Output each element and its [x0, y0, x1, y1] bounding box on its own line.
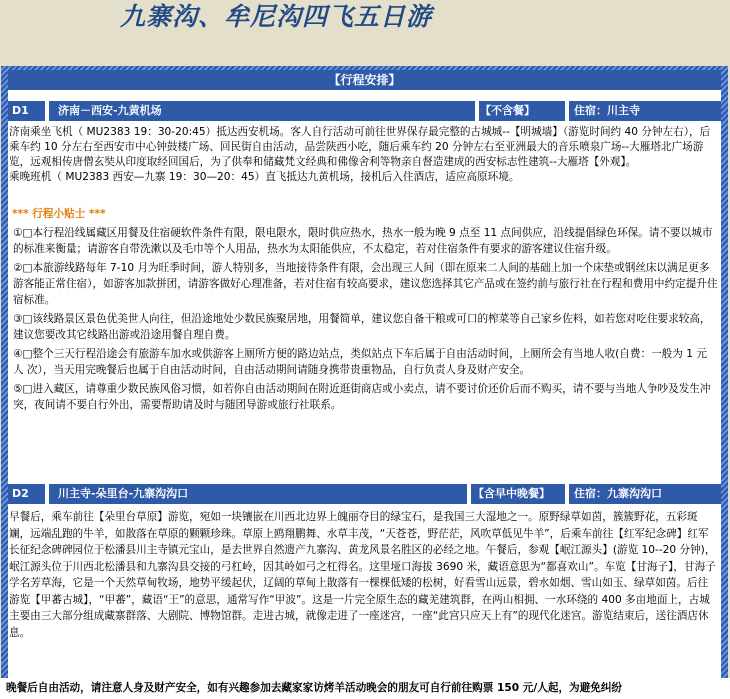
schedule-header: 【行程安排】 — [8, 70, 721, 90]
day2-description — [9, 509, 718, 641]
day2-number: D2 — [12, 487, 29, 500]
day1-desc-text: 济南乘坐飞机（ MU2383 19：30-20:45）抵达西安机场。客人自行活动可前往世界保存最完整的古城城--【明城墙】（游览时间约 40 分钟左右），后乘车约 10 分左右至西安市中心钟鼓楼广场、回民街自由活动，品尝陕西小吃，随后乘车约 20 分钟左右至亚洲最大的音乐喷泉广场--大雁塔北广场游览，远观相传唐僧玄奘从印度取经回国后，为了供奉和储藏梵文经典和佛像舍利等物亲自督造建成的西安标志性建筑--大雁塔【外观】。 — [9, 126, 711, 168]
day2-bar — [8, 484, 721, 504]
day2-meal: 【含早中晚餐】 — [473, 487, 550, 500]
day2-lodging: 住宿：九寨沟沟口 — [574, 487, 662, 500]
day1-bar — [8, 101, 721, 121]
divider — [565, 484, 569, 504]
day1-lodging: 住宿：川主寺 — [574, 104, 640, 117]
day2-panel — [8, 484, 721, 699]
day2-route: 川主寺-朵里台-九寨沟沟口 — [58, 487, 189, 500]
divider — [467, 484, 471, 504]
day2-evening-note: 晚餐后自由活动，请注意人身及财产安全，如有兴趣参加去藏家家访烤羊活动晚会的朋友可自行前往购票 150 元/人起，为避免纠纷 — [0, 678, 730, 699]
note-2: ②□本旅游线路每年 7-10 月为旺季时间，游人特别多，当地接待条件有限，会出现三人间（即在原来二人间的基础上加一个床垫或钢丝床以满足更多游客能正常住宿），如游客加款拼团，请游客做好心理准备，若对住宿有较高要求，建议您选择其它产品或在签约前与旅行社在行程和费用中约定提升住宿标准。 — [13, 262, 718, 306]
itinerary-frame — [1, 66, 728, 699]
note-4: ④□整个三天行程沿途会有旅游车加水或供游客上厕所方便的路边站点，类似站点下车后属于自由活动时间，上厕所会有当地人收(自费：一般为 1 元 人 次），当天用完晚餐后也属于自由活动时间，自由活动期间请随身携带贵重物品，自行负责人身及财产安全。 — [13, 348, 707, 376]
page-title: 九寨沟、牟尼沟四飞五日游 — [120, 2, 433, 31]
note-1: ①□本行程沿线属藏区用餐及住宿硬软件条件有限，限电限水，限时供应热水，热水一般为晚 9 点至 11 点间供应，沿线提倡绿色环保。请不要以城市的标准来衡量；请游客自带洗漱以及毛巾等个人用品，热水为太阳能供应，不太稳定，若对住宿条件有要求的游客建议住宿升级。 — [13, 227, 713, 255]
note-3: ③□该线路景区景色优美世人向往，但沿途地处少数民族聚居地，用餐简单，建议您自备干粮或可口的榨菜等自己家乡佐料，如若您对吃住要求较高，建议您要改其它线路出游或沿途用餐自理自费。 — [13, 313, 711, 341]
tips-notes — [13, 225, 718, 416]
tips-title: *** 行程小贴士 *** — [12, 208, 106, 220]
day1-meal: 【不含餐】 — [480, 104, 535, 117]
divider — [565, 101, 569, 121]
divider — [475, 101, 479, 121]
divider — [45, 484, 49, 504]
note-5: ⑤□进入藏区，请尊重少数民族风俗习惯，如若你自由活动期间在附近逛街商店或小卖点，请不要讨价还价后而不购买，请不要与当地人争吵及发生冲突，夜间请不要自行外出，需要帮助请及时与随团导游或旅行社联系。 — [13, 383, 711, 411]
day1-panel — [8, 70, 721, 486]
day1-flight-text: 乘晚班机（ MU2383 西安—九寨 19：30—20：45）直飞抵达九黄机场，接机后入住酒店，适应高原环境。 — [9, 171, 520, 183]
day2-desc-text: 早餐后，乘车前往【朵里台草原】游览，宛如一块镶嵌在川西北边界上魄丽夺目的绿宝石，是我国三大湿地之一。原野绿草如茵，簇簇野花，五彩斑斓，远端乱跑的牛羊，如散落在草原的颗颗珍珠。草原上鸥翔鹏舞、水草丰茂，“天苍苍，野茫茫，风吹草低见牛羊”，后乘车前往【红军纪念碑】红军长征纪念碑碑园位于松潘县川主寺镇元宝山，是去世界自然遗产九寨沟、黄龙风景名胜区的必经之地。午餐后，参观【岷江源头】(游览 10--20 分钟)，岷江源头位于川西北松潘县和九寨沟县交接的弓杠岭，因其岭如弓之杠得名。这里垭口海拔 3690 米，藏语意思为“都喜欢山”。车览【甘海子】，甘海子学名芳草海，它是一个天然草甸牧场，地势平缓起伏，辽阔的草甸上散落有一棵棵低矮的松树，好看雪山远景，碧水如烟、雪山如玉、绿草如茵。后往游览【甲蕃古城】，“甲蕃”，藏语“王”的意思，通常写作“甲波”。这是一片完全原生态的藏羌建筑群，在两山相拥、一水环绕的 400 多亩地面上，古城主要由三大部分组成藏寨群落、大剧院、博物馆群。走进古城，就像走进了一座迷宫，一座“此宫只应天上有”的现代化迷宫。游览结束后，送往酒店休息。 — [9, 511, 716, 639]
day1-route: 济南－西安-九黄机场 — [58, 104, 162, 117]
day1-number: D1 — [12, 104, 29, 117]
divider — [45, 101, 49, 121]
day1-description — [9, 125, 718, 185]
